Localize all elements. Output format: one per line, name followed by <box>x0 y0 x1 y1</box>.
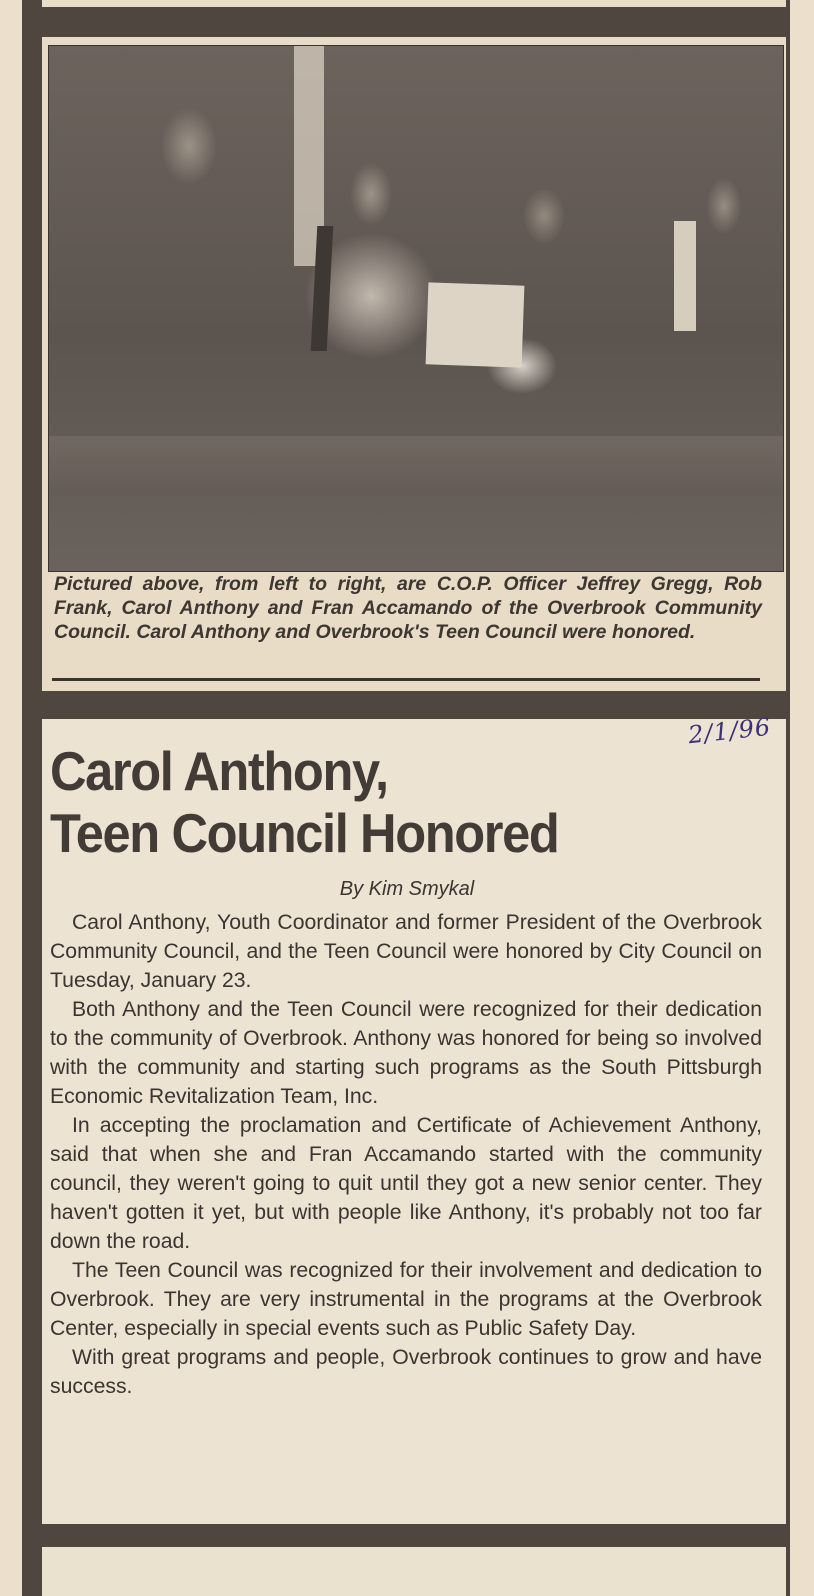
paragraph: The Teen Council was recognized for their involvement and dedication to Overbrook. They are very instrumental in the programs at the Overbrook Center, especially in special events such as Public Safety Day. <box>50 1259 762 1340</box>
photo-foreground <box>49 436 783 496</box>
headline-line-2: Teen Council Honored <box>50 802 559 864</box>
paragraph: In accepting the proclamation and Certificate of Achievement Anthony, said that when she and Fran Accamando started with the community council, they weren't going to quit until they got a new senior center. They haven't gotten it yet, but with people like Anthony, it's probably not too far down the road. <box>50 1114 762 1253</box>
previous-article-edge <box>42 0 786 7</box>
headline <box>50 740 712 864</box>
news-photo <box>48 45 784 572</box>
paragraph: Both Anthony and the Teen Council were recognized for their dedication to the community of Overbrook. Anthony was honored for being so involved with the community and starting such programs as the South Pittsburgh Economic Revitalization Team, Inc. <box>50 998 762 1108</box>
paragraph: Carol Anthony, Youth Coordinator and former President of the Overbrook Community Council, and the Teen Council were honored by City Council on Tuesday, January 23. <box>50 911 762 992</box>
paragraph: With great programs and people, Overbrook continues to grow and have success. <box>50 1346 762 1398</box>
photo-tie-detail <box>311 226 334 351</box>
byline: By Kim Smykal <box>339 878 475 900</box>
handwritten-date: 2/1/96 <box>686 712 773 750</box>
photo-certificate-detail <box>426 282 525 367</box>
headline-line-1: Carol Anthony, <box>50 740 388 802</box>
photo-caption: Pictured above, from left to right, are C.O.P. Officer Jeffrey Gregg, Rob Frank, Carol Anthony and Fran Accamando of the Overbrook Community Council. Carol Anthony and Overbrook's Teen Council were honored. <box>54 573 762 643</box>
next-article-edge <box>42 1547 786 1596</box>
article-body <box>50 908 762 1401</box>
caption-divider <box>52 678 760 681</box>
photo-scarf-detail <box>674 221 696 331</box>
